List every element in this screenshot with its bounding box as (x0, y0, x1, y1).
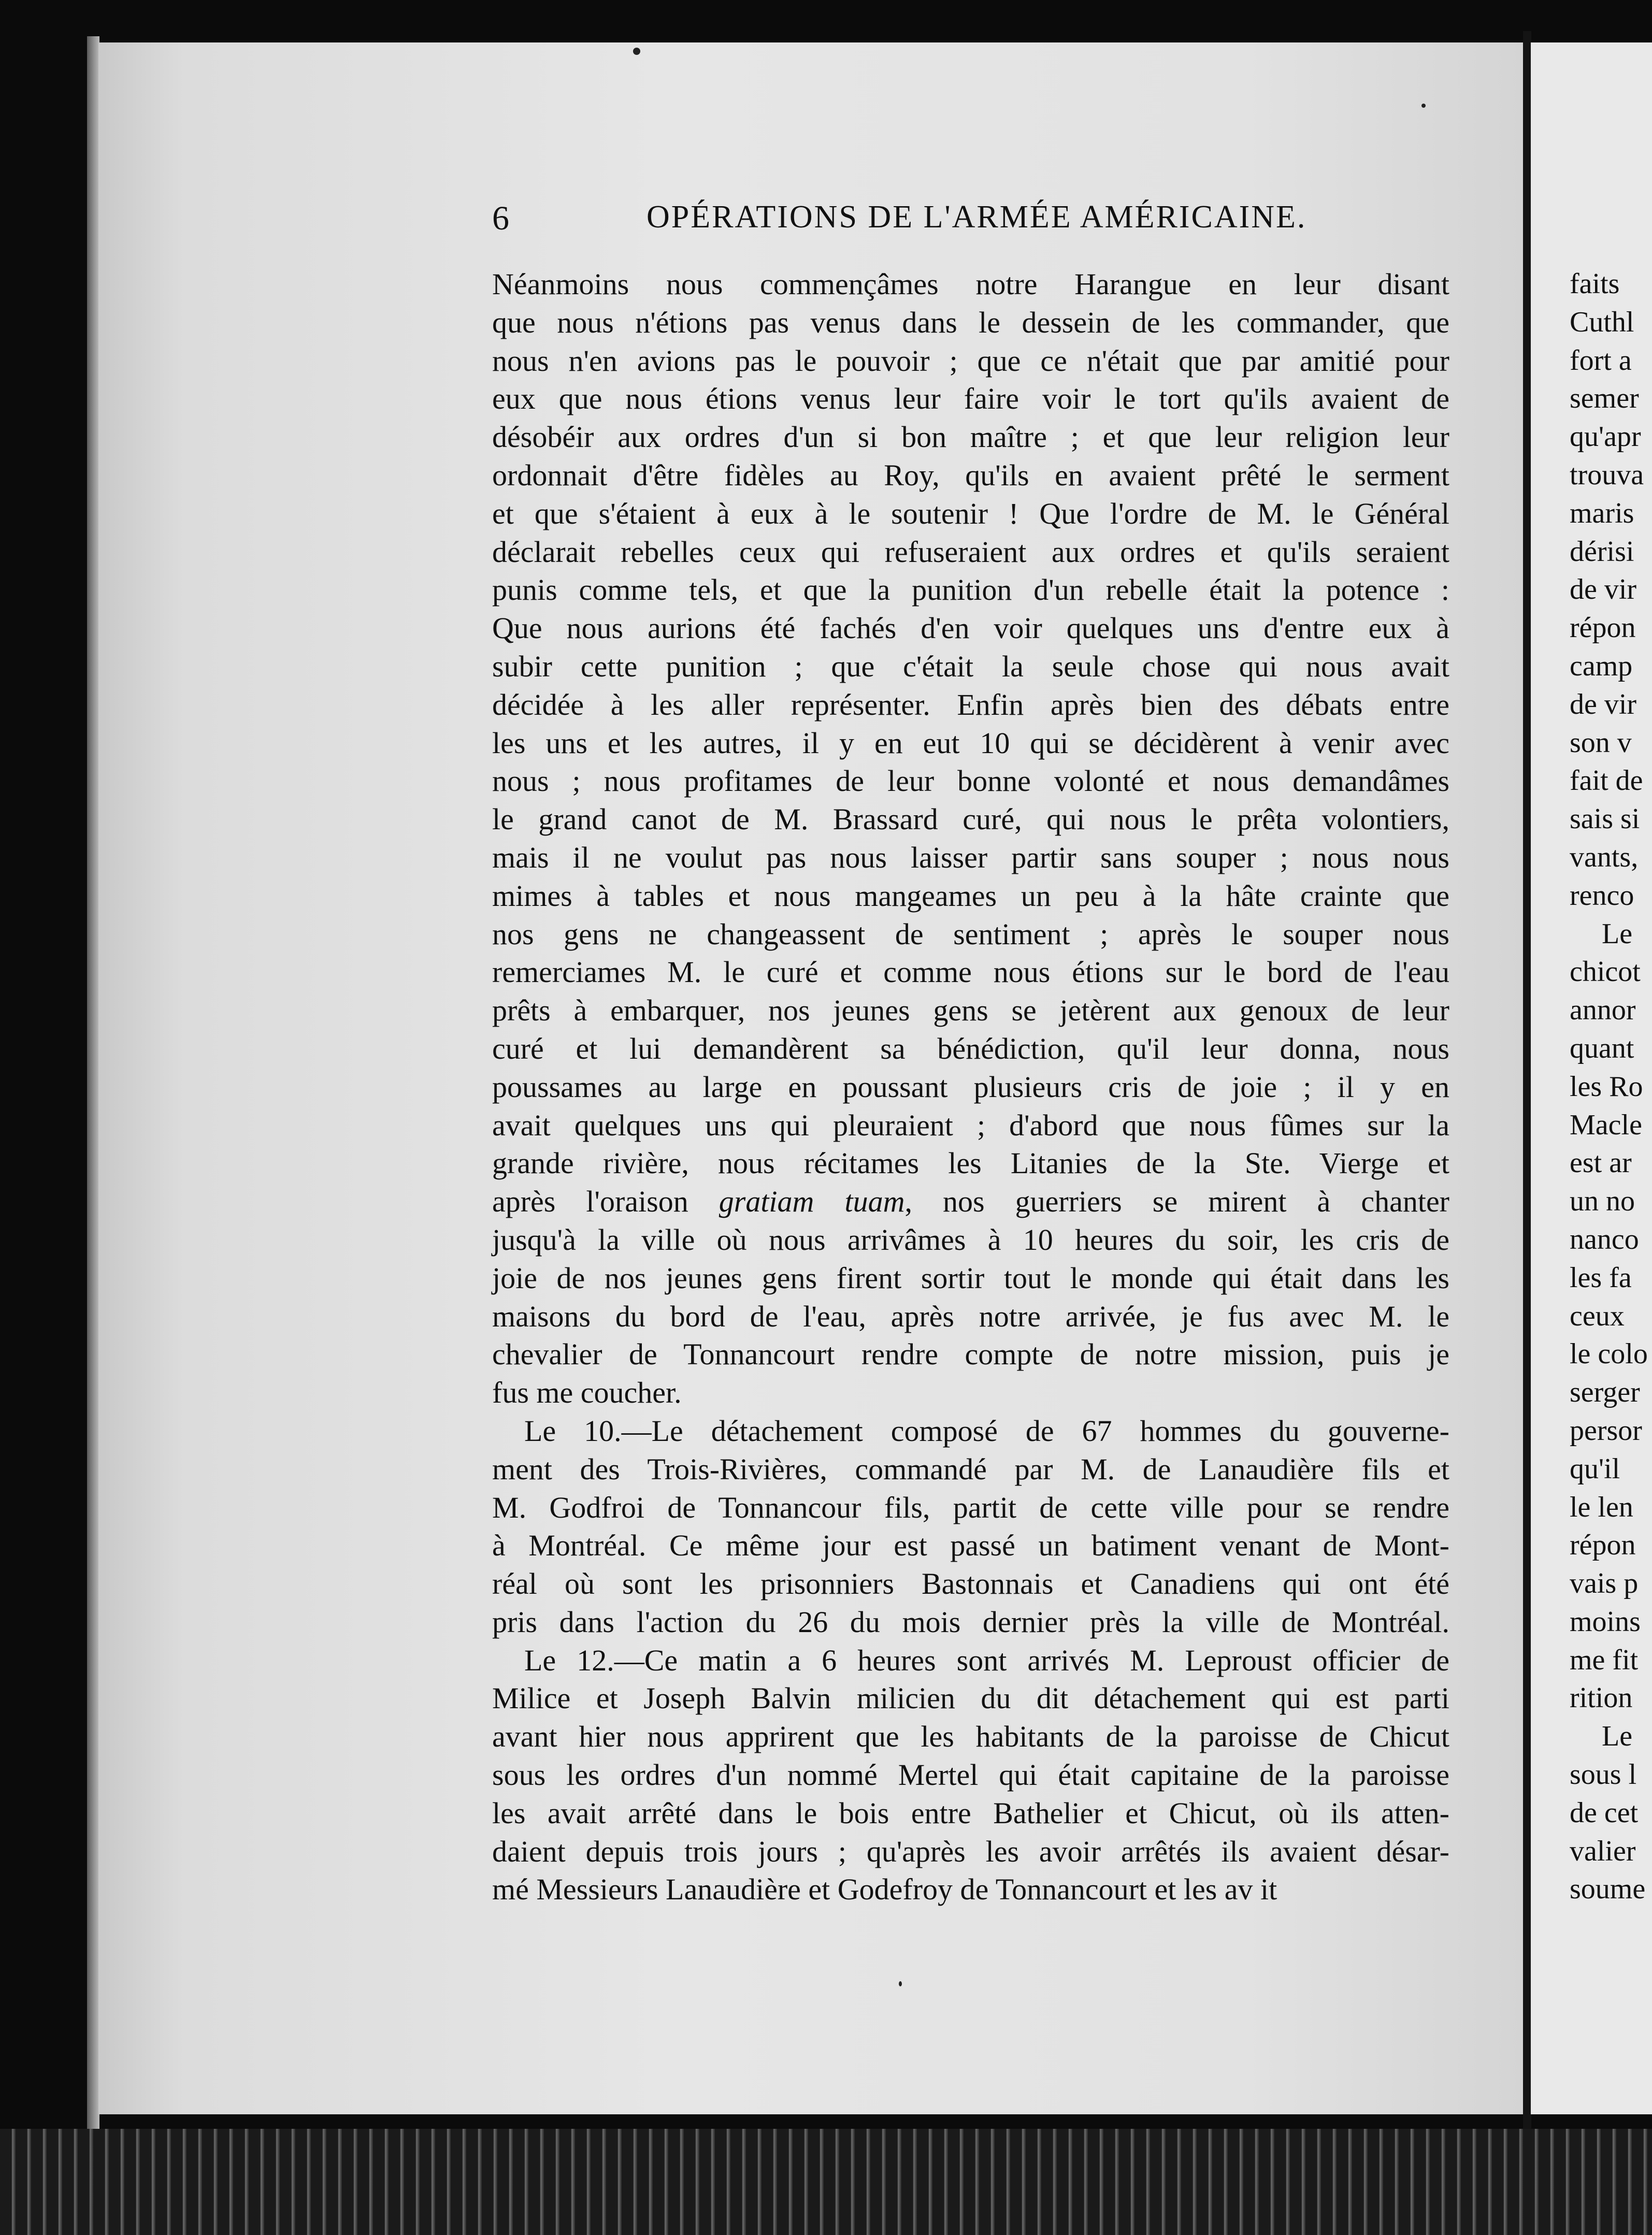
text-line: joie de nos jeunes gens firent sortir tout le monde qui était dans les (492, 1261, 1449, 1295)
adjacent-text-line: dérisi (1570, 535, 1634, 568)
adjacent-text-line: un no (1570, 1185, 1635, 1218)
adjacent-text-line: de cet (1570, 1796, 1639, 1829)
adjacent-text-line: Macle (1570, 1108, 1642, 1141)
text-line: poussames au large en poussant plusieurs cris de joie ; il y en (492, 1070, 1449, 1104)
adjacent-text-line: le colo (1570, 1338, 1648, 1371)
text-line: Milice et Joseph Balvin milicien du dit détachement qui est parti (492, 1681, 1449, 1715)
adjacent-text-line: sais si (1570, 803, 1640, 835)
text-line: les avait arrêté dans le bois entre Bathelier et Chicut, où ils atten- (492, 1796, 1449, 1830)
text-line: mé Messieurs Lanaudière et Godefroy de Tonnancourt et les av it (492, 1872, 1277, 1907)
text-line: chevalier de Tonnancourt rendre compte de notre mission, puis je (492, 1337, 1449, 1372)
text-line: le grand canot de M. Brassard curé, qui nous le prêta volontiers, (492, 802, 1449, 837)
text-line: après l'oraison gratiam tuam, nos guerriers se mirent à chanter (492, 1185, 1449, 1219)
text-line: et que s'étaient à eux à le soutenir ! Que l'ordre de M. le Général (492, 496, 1449, 530)
adjacent-text-line: persor (1570, 1414, 1642, 1447)
page-number: 6 (492, 199, 509, 237)
text-line: subir cette punition ; que c'était la seule chose qui nous avait (492, 649, 1449, 683)
text-line: que nous n'étions pas venus dans le dessein de les commander, que (492, 305, 1449, 339)
adjacent-text-line: de vir (1570, 688, 1637, 720)
adjacent-text-line: soume (1570, 1873, 1646, 1906)
text-line: mais il ne voulut pas nous laisser partir sans souper ; nous nous (492, 840, 1449, 874)
text-line: curé et lui demandèrent sa bénédiction, qu'il leur donna, nous (492, 1031, 1449, 1065)
adjacent-text-line: fort a (1570, 344, 1632, 377)
adjacent-text-line: nanco (1570, 1223, 1639, 1256)
adjacent-text-line: est ar (1570, 1147, 1632, 1179)
adjacent-text-line: chicot (1570, 956, 1641, 988)
text-line: déclarait rebelles ceux qui refuseraient aux ordres et qu'ils seraient (492, 535, 1449, 569)
adjacent-text-line: Le (1602, 1720, 1633, 1753)
text-line: avant hier nous apprirent que les habitants de la paroisse de Chicut (492, 1720, 1449, 1754)
adjacent-text-line: camp (1570, 650, 1633, 682)
ink-speck (899, 1981, 902, 1986)
text-line: Que nous aurions été fachés d'en voir quelques uns d'entre eux à (492, 611, 1449, 645)
text-line: eux que nous étions venus leur faire voir le tort qu'ils avaient de (492, 382, 1449, 416)
text-line: punis comme tels, et que la punition d'un rebelle était la potence : (492, 573, 1449, 607)
adjacent-text-line: trouva (1570, 458, 1644, 491)
adjacent-text-line: me fit (1570, 1643, 1639, 1676)
scan-bottom-band (0, 2129, 1652, 2235)
adjacent-text-line: vais p (1570, 1567, 1639, 1600)
text-line: nous ; nous profitames de leur bonne volonté et nous demandâmes (492, 764, 1449, 798)
text-line: décidée à les aller représenter. Enfin après bien des débats entre (492, 687, 1449, 722)
adjacent-text-line: Le (1602, 917, 1633, 950)
text-line: ordonnait d'être fidèles au Roy, qu'ils en avaient prêté le serment (492, 458, 1449, 492)
adjacent-text-line: vants, (1570, 841, 1639, 873)
adjacent-page-text (1570, 265, 1648, 1909)
text-line: mimes à tables et nous mangeames un peu à la hâte crainte que (492, 878, 1449, 913)
text-line: ment des Trois-Rivières, commandé par M. de Lanaudière fils et (492, 1452, 1449, 1486)
adjacent-text-line: sous l (1570, 1758, 1637, 1791)
text-line: nos gens ne changeassent de sentiment ; après le souper nous (492, 917, 1449, 951)
adjacent-text-line: moins (1570, 1605, 1641, 1638)
text-line: M. Godfroi de Tonnancour fils, partit de cette ville pour se rendre (492, 1490, 1449, 1524)
adjacent-text-line: renco (1570, 879, 1634, 912)
text-line: réal où sont les prisonniers Bastonnais et Canadiens qui ont été (492, 1567, 1449, 1601)
adjacent-text-line: Cuthl (1570, 306, 1634, 338)
adjacent-text-line: répon (1570, 1529, 1636, 1562)
adjacent-text-line: les Ro (1570, 1070, 1643, 1103)
text-line: avait quelques uns qui pleuraient ; d'abord que nous fûmes sur la (492, 1108, 1449, 1142)
text-line: daient depuis trois jours ; qu'après les avoir arrêtés ils avaient désar- (492, 1834, 1449, 1868)
text-line: maisons du bord de l'eau, après notre arrivée, je fus avec M. le (492, 1299, 1449, 1333)
text-line: les uns et les autres, il y en eut 10 qui se décidèrent à venir avec (492, 726, 1449, 760)
adjacent-text-line: qu'apr (1570, 421, 1641, 453)
adjacent-text-line: valier (1570, 1835, 1636, 1867)
adjacent-text-line: les fa (1570, 1261, 1632, 1294)
adjacent-text-line: le len (1570, 1491, 1633, 1523)
page-edge (87, 36, 99, 2134)
text-line: nous n'en avions pas le pouvoir ; que ce n'était que par amitié pour (492, 343, 1449, 378)
body-text (492, 265, 1449, 1909)
text-line: désobéir aux ordres d'un si bon maître ; et que leur religion leur (492, 420, 1449, 454)
adjacent-text-line: semer (1570, 382, 1639, 415)
text-line: Le 10.—Le détachement composé de 67 hommes du gouverne- (524, 1414, 1449, 1448)
text-line: prêts à embarquer, nos jeunes gens se jetèrent aux genoux de leur (492, 993, 1449, 1028)
adjacent-text-line: maris (1570, 497, 1634, 529)
adjacent-text-line: fait de (1570, 765, 1643, 797)
text-line: Le 12.—Ce matin a 6 heures sont arrivés M. Leproust officier de (524, 1643, 1449, 1677)
book-gutter (1523, 31, 1531, 2144)
text-line: Néanmoins nous commençâmes notre Harangue en leur disant (492, 267, 1449, 301)
ink-speck (1421, 104, 1426, 108)
text-line: fus me coucher. (492, 1376, 682, 1410)
adjacent-text-line: qu'il (1570, 1452, 1620, 1485)
adjacent-text-line: répon (1570, 612, 1636, 644)
adjacent-text-line: annor (1570, 994, 1636, 1027)
text-line: pris dans l'action du 26 du mois dernier près la ville de Montréal. (492, 1605, 1449, 1639)
running-title: OPÉRATIONS DE L'ARMÉE AMÉRICAINE. (647, 199, 1307, 235)
text-line: jusqu'à la ville où nous arrivâmes à 10 heures du soir, les cris de (492, 1222, 1449, 1257)
adjacent-text-line: de vir (1570, 573, 1637, 606)
adjacent-text-line: rition (1570, 1682, 1633, 1714)
adjacent-text-line: quant (1570, 1032, 1634, 1064)
ink-speck (633, 48, 640, 55)
adjacent-text-line: ceux (1570, 1300, 1625, 1332)
text-line: remerciames M. le curé et comme nous étions sur le bord de l'eau (492, 955, 1449, 989)
text-line: grande rivière, nous récitames les Litanies de la Ste. Vierge et (492, 1146, 1449, 1180)
text-line: sous les ordres d'un nommé Mertel qui était capitaine de la paroisse (492, 1758, 1449, 1792)
adjacent-text-line: son v (1570, 726, 1632, 759)
adjacent-text-line: faits (1570, 268, 1620, 300)
text-line: à Montréal. Ce même jour est passé un batiment venant de Mont- (492, 1529, 1449, 1563)
adjacent-text-line: serger (1570, 1376, 1640, 1409)
